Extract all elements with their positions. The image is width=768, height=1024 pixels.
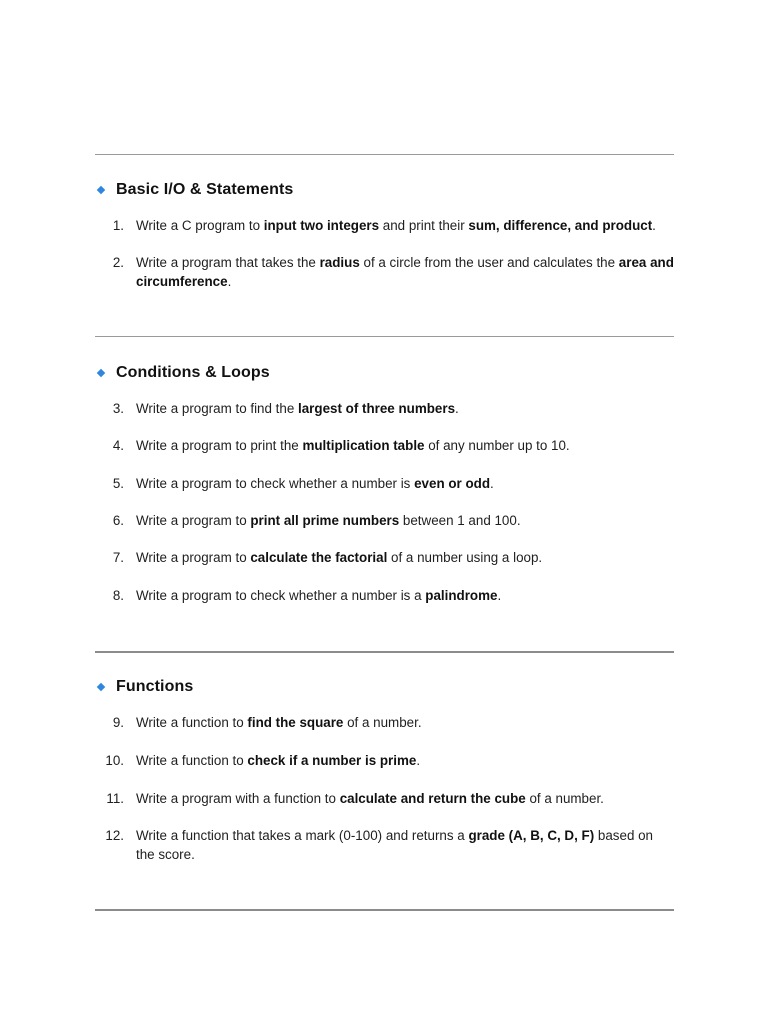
item-text (136, 255, 674, 289)
text-run: based on the score. (136, 828, 654, 862)
item-number: 11. (106, 791, 124, 806)
bold-run: palindrome (425, 588, 498, 603)
item-number: 3. (112, 401, 124, 416)
section-heading-text: Basic I/O & Statements (116, 181, 294, 198)
item-text (136, 588, 501, 603)
text-run: . (497, 588, 502, 603)
text-run: and print their (379, 218, 469, 233)
text-run: . (652, 218, 656, 233)
list-item (95, 548, 674, 567)
text-run: of any number up to 10. (424, 438, 570, 453)
text-run: between 1 and 100. (399, 513, 521, 528)
item-number: 10. (105, 753, 124, 768)
text-run: Write a program to print the (136, 438, 303, 453)
document-page (95, 154, 674, 911)
text-run: of a number using a loop. (387, 550, 543, 565)
bold-run: calculate and return the cube (339, 791, 526, 806)
text-run: Write a function to (136, 753, 248, 768)
section-heading-text: Functions (116, 678, 194, 695)
item-text (136, 550, 542, 565)
item-number: 9. (112, 715, 124, 730)
list-item (95, 399, 674, 418)
item-text (136, 476, 494, 491)
item-number: 4. (112, 438, 124, 453)
text-run: Write a program to find the (136, 401, 299, 416)
divider-bottom (95, 909, 674, 911)
list-item (95, 586, 674, 605)
item-number: 6. (112, 513, 124, 528)
text-run: Write a program with a function to (136, 791, 340, 806)
list-item (95, 713, 674, 732)
text-run: of a number. (525, 791, 604, 806)
bold-run: multiplication table (302, 438, 425, 453)
item-number: 7. (112, 550, 124, 565)
bold-run: calculate the factorial (250, 550, 388, 565)
bold-run: radius (319, 255, 360, 270)
list-item (95, 474, 674, 493)
bold-run: even or odd (414, 476, 491, 491)
item-number: 5. (112, 476, 124, 491)
text-run: Write a program to (136, 550, 251, 565)
section-heading (95, 179, 674, 201)
item-number: 8. (112, 588, 124, 603)
item-text (136, 218, 656, 233)
item-number: 2. (112, 255, 124, 270)
text-run: of a circle from the user and calculates the (359, 255, 619, 270)
item-number: 12. (105, 828, 124, 843)
text-run: Write a program that takes the (136, 255, 320, 270)
section-basic-io (95, 155, 674, 291)
diamond-bullet-icon (97, 186, 105, 194)
list-item (95, 253, 674, 291)
text-run: Write a function to (136, 715, 248, 730)
diamond-bullet-icon (97, 683, 105, 691)
item-number: 1. (112, 218, 124, 233)
bold-run: find the square (247, 715, 344, 730)
text-run: Write a function that takes a mark (0-100) and returns a (136, 828, 469, 843)
section-conditions-loops (95, 337, 674, 605)
text-run: Write a program to check whether a number is (136, 476, 415, 491)
item-list (95, 399, 674, 605)
item-text (136, 753, 420, 768)
list-item (95, 436, 674, 455)
text-run: . (490, 476, 494, 491)
item-text (136, 715, 422, 730)
item-text (136, 513, 521, 528)
bold-run: grade (A, B, C, D, F) (468, 828, 595, 843)
item-text (136, 791, 604, 806)
bold-run: largest of three numbers (298, 401, 456, 416)
list-item (95, 789, 674, 808)
text-run: Write a program to (136, 513, 251, 528)
section-heading (95, 362, 674, 384)
text-run: Write a program to check whether a number is a (136, 588, 426, 603)
list-item (95, 826, 674, 864)
item-text (136, 438, 570, 453)
bold-run: input two integers (263, 218, 380, 233)
item-text (136, 828, 653, 862)
bold-run: check if a number is prime (247, 753, 417, 768)
item-list (95, 216, 674, 291)
list-item (95, 751, 674, 770)
bold-run: area and circumference (136, 255, 674, 289)
section-heading (95, 676, 674, 698)
item-list (95, 713, 674, 864)
diamond-bullet-icon (97, 369, 105, 377)
text-run: . (455, 401, 459, 416)
section-functions (95, 653, 674, 864)
bold-run: print all prime numbers (250, 513, 400, 528)
section-heading-text: Conditions & Loops (116, 364, 270, 381)
list-item (95, 511, 674, 530)
text-run: of a number. (343, 715, 422, 730)
text-run: Write a C program to (136, 218, 264, 233)
item-text (136, 401, 459, 416)
text-run: . (416, 753, 421, 768)
bold-run: sum, difference, and product (468, 218, 653, 233)
text-run: . (227, 274, 232, 289)
list-item (95, 216, 674, 235)
